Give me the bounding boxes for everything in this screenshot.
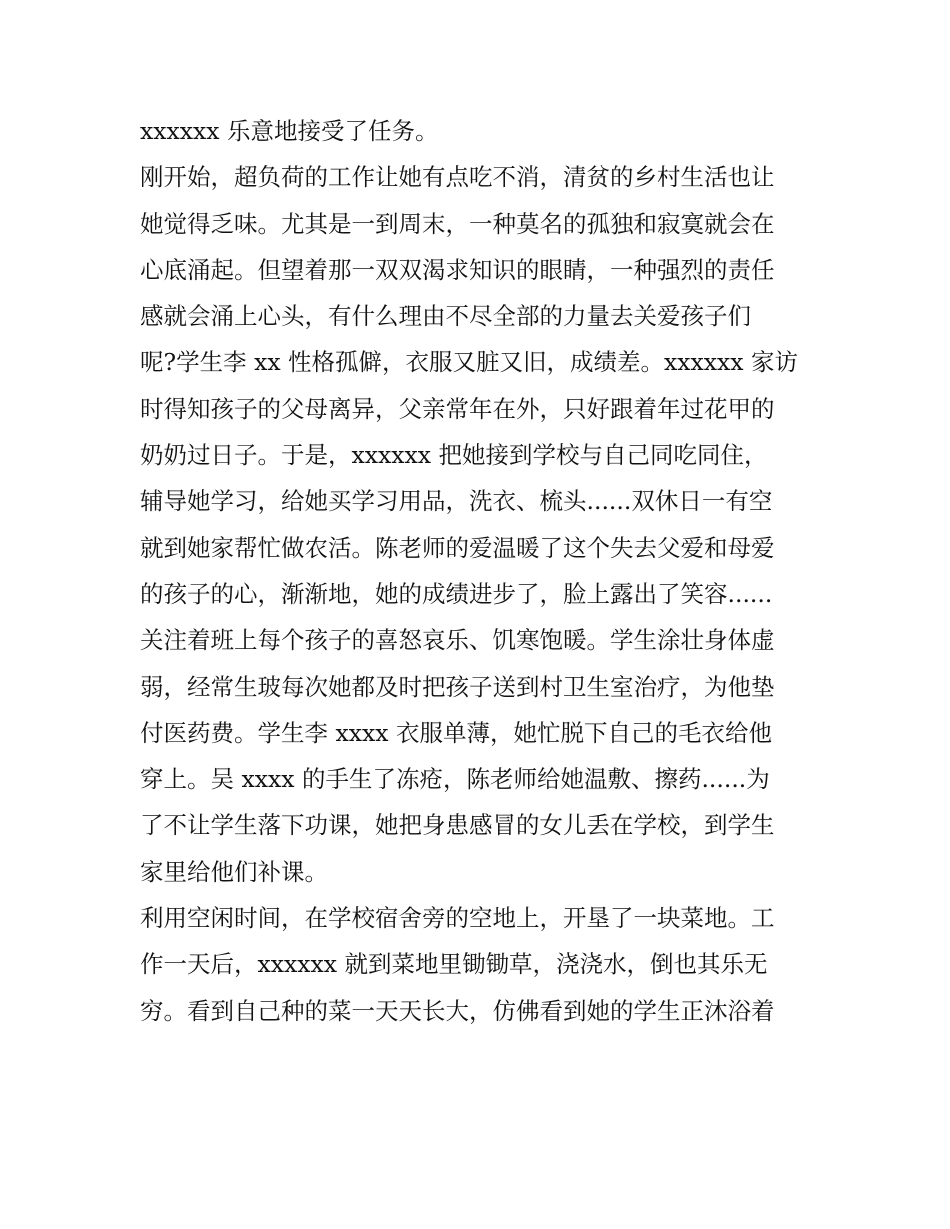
text-line: 心底涌起。但望着那一双双渴求知识的眼睛，一种强烈的责任 xyxy=(140,255,775,284)
text-line: 感就会涌上心头，有什么理由不尽全部的力量去关爱孩子们 xyxy=(140,302,751,331)
text-line: xxxxxx 乐意地接受了任务。 xyxy=(140,117,439,145)
text-line: 利用空闲时间，在学校宿舍旁的空地上，开垦了一块菜地。工 xyxy=(140,904,775,933)
text-line: 弱，经常生玻每次她都及时把孩子送到村卫生室治疗，为他垫 xyxy=(140,672,775,701)
text-line: 她觉得乏味。尤其是一到周末，一种莫名的孤独和寂寞就会在 xyxy=(140,209,775,238)
text-line: 就到她家帮忙做农活。陈老师的爱温暖了这个失去父爱和母爱 xyxy=(140,533,775,562)
text-line: 付医药费。学生李 xxxx 衣服单薄，她忙脱下自己的毛衣给他 xyxy=(140,718,772,747)
text-line: 辅导她学习，给她买学习用品，洗衣、梳头......双休日一有空 xyxy=(140,487,773,516)
text-line: 穿上。吴 xxxx 的手生了冻疮，陈老师给她温敷、擦药......为 xyxy=(140,765,770,794)
text-line: 了不让学生落下功课，她把身患感冒的女儿丢在学校，到学生 xyxy=(140,811,775,840)
text-line: 作一天后，xxxxxx 就到菜地里锄锄草，浇浇水，倒也其乐无 xyxy=(140,950,768,979)
text-line: 奶奶过日子。于是，xxxxxx 把她接到学校与自己同吃同住， xyxy=(140,441,768,470)
text-line: 关注着班上每个孩子的喜怒哀乐、饥寒饱暖。学生涂壮身体虚 xyxy=(140,626,775,655)
text-line: 的孩子的心，渐渐地，她的成绩进步了，脸上露出了笑容...... xyxy=(140,579,773,608)
text-line: 呢?学生李 xx 性格孤僻，衣服又脏又旧，成绩差。xxxxxx 家访 xyxy=(140,348,799,377)
text-line: 穷。看到自己种的菜一天天长大，仿佛看到她的学生正沐浴着 xyxy=(140,996,775,1025)
text-line: 家里给他们补课。 xyxy=(140,857,328,886)
text-line: 刚开始，超负荷的工作让她有点吃不消，清贫的乡村生活也让 xyxy=(140,163,775,192)
text-line: 时得知孩子的父母离异，父亲常年在外，只好跟着年过花甲的 xyxy=(140,394,775,423)
document-body xyxy=(140,108,820,1034)
